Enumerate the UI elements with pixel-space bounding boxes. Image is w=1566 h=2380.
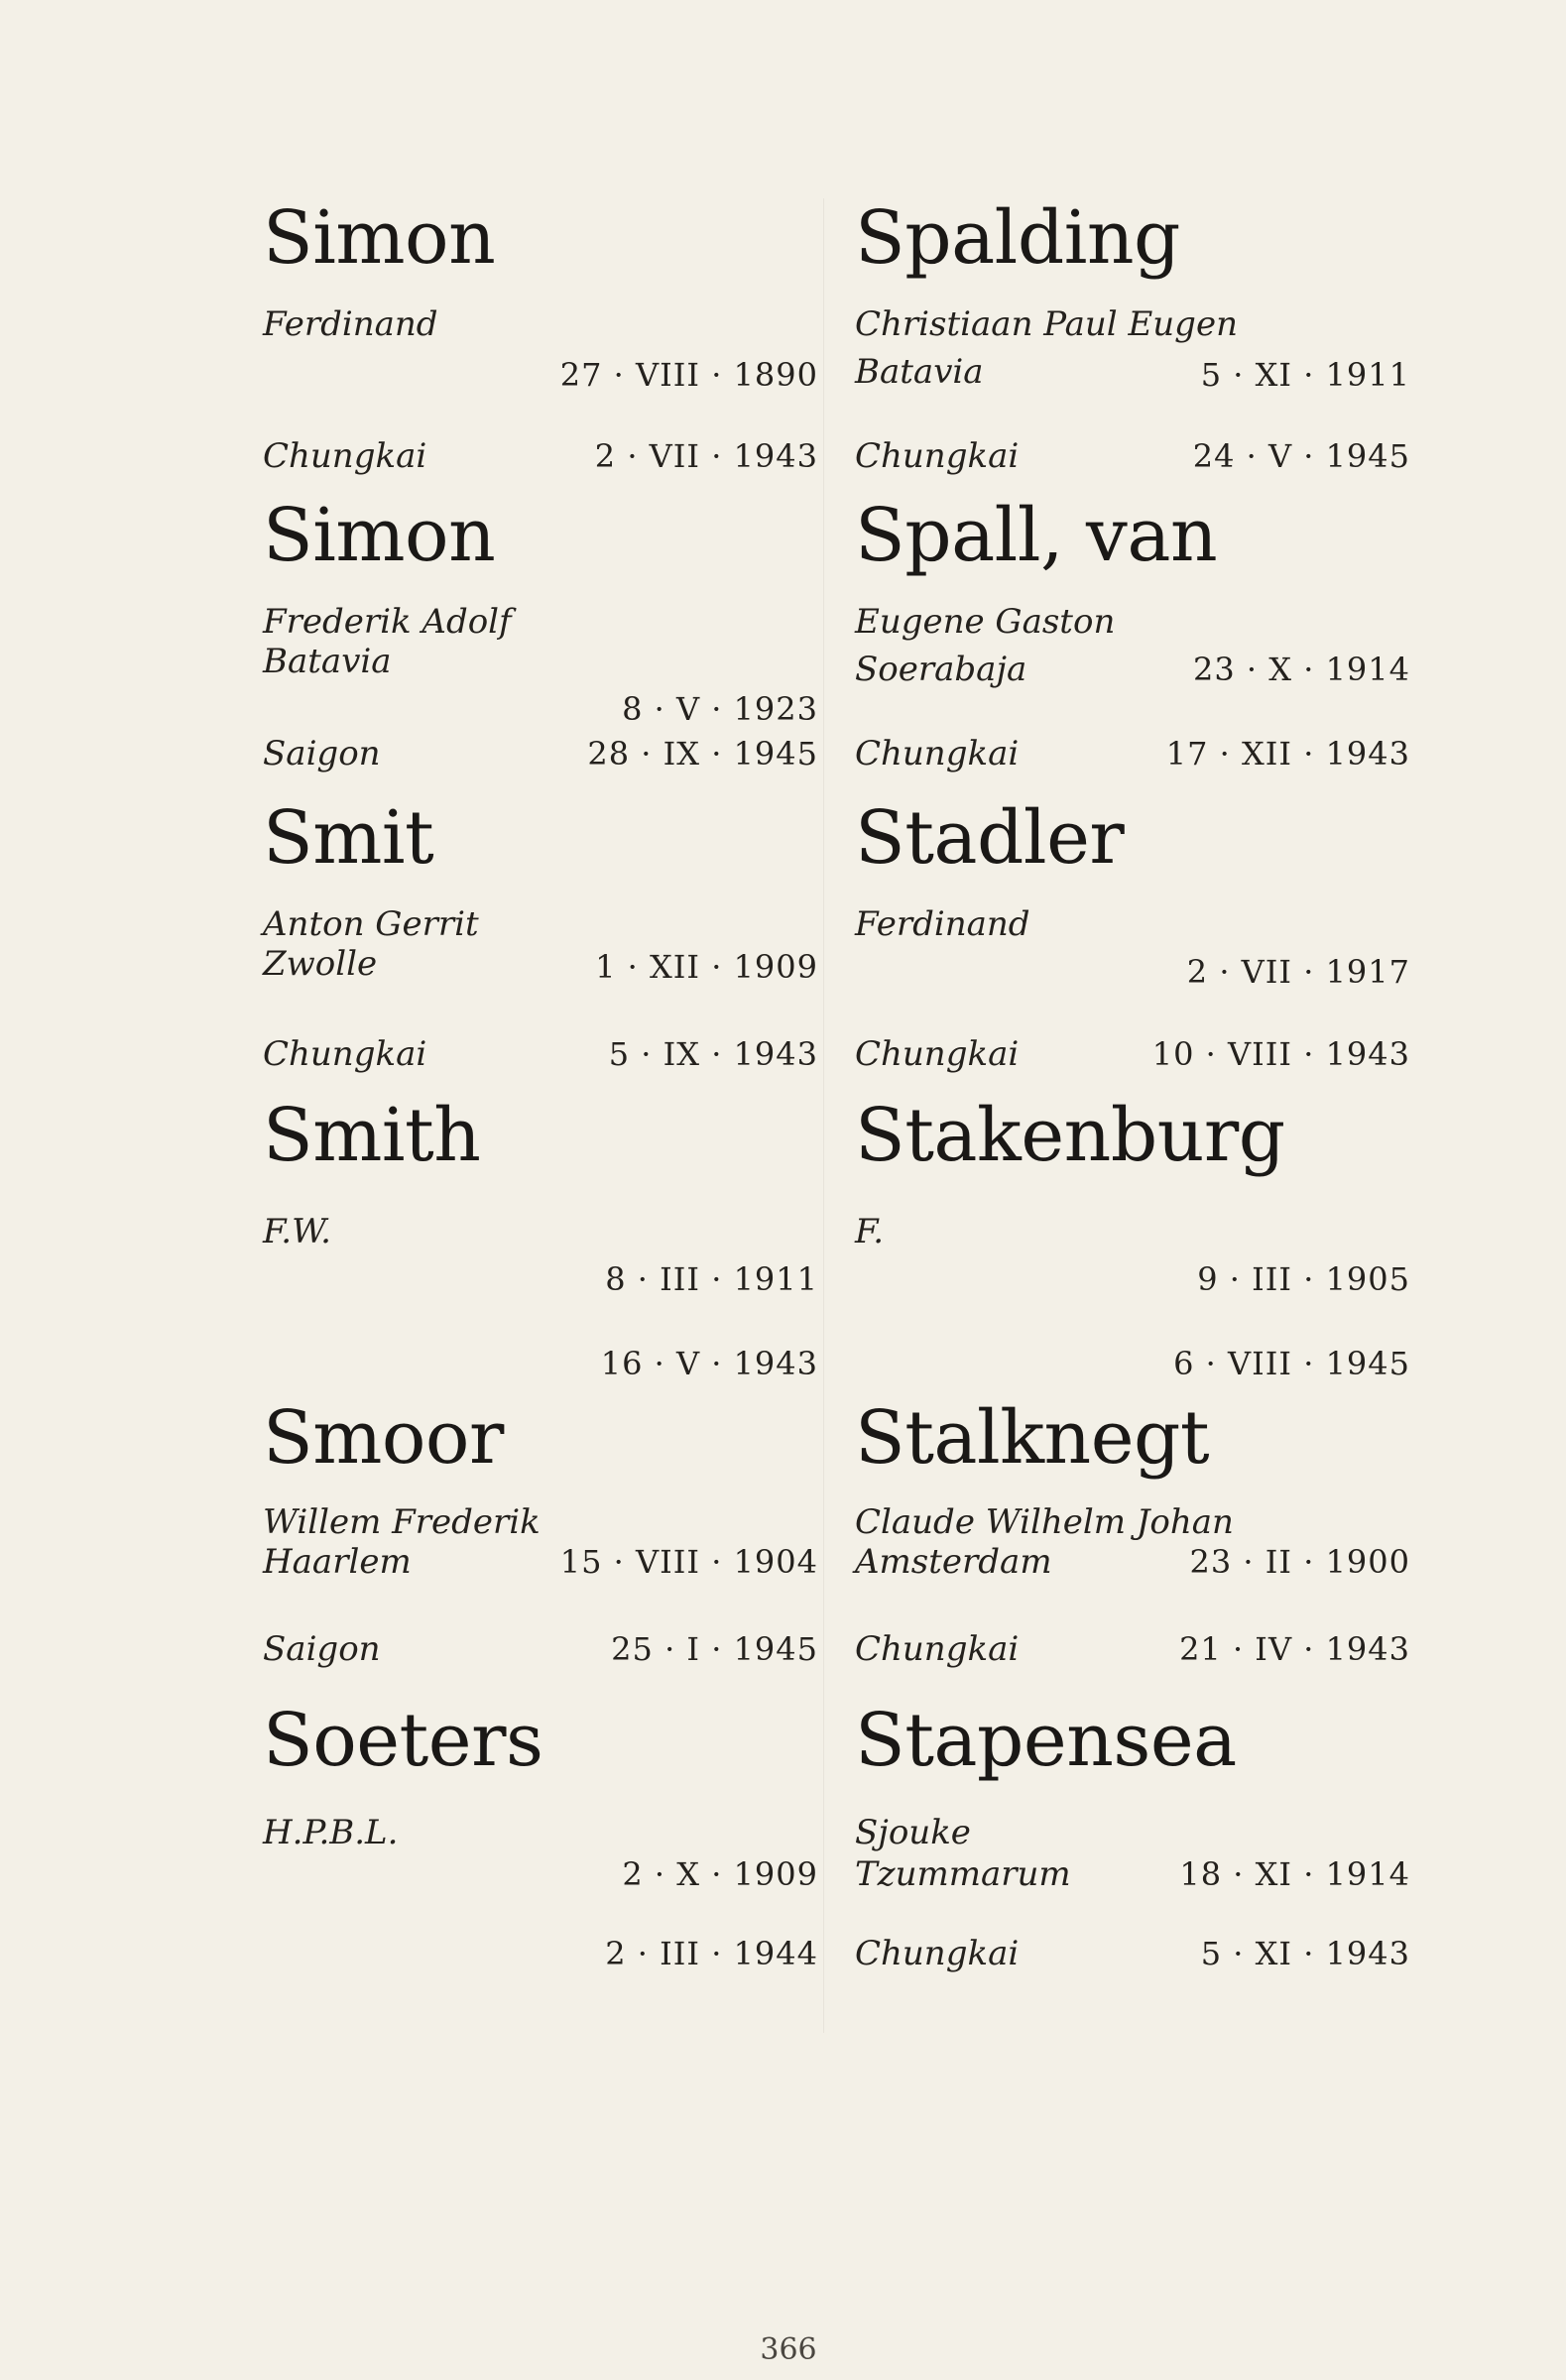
given-names: Ferdinand xyxy=(263,304,438,344)
death-date: 6 · VIII · 1945 xyxy=(1173,1345,1410,1382)
birth-place: Batavia xyxy=(855,352,984,392)
death-place: Saigon xyxy=(263,734,381,774)
surname: Soeters xyxy=(263,1698,543,1783)
surname: Simon xyxy=(263,493,496,578)
death-date: 24 · V · 1945 xyxy=(1192,437,1410,475)
entry-stalknegt xyxy=(855,1393,1410,1691)
birth-date: 5 · XI · 1911 xyxy=(1200,356,1410,394)
page-number: 366 xyxy=(760,2332,817,2367)
birth-date: 1 · XII · 1909 xyxy=(595,948,818,986)
surname: Simon xyxy=(263,195,496,281)
death-place: Chungkai xyxy=(855,1629,1020,1669)
death-date: 25 · I · 1945 xyxy=(611,1630,818,1668)
birth-date: 27 · VIII · 1890 xyxy=(559,356,818,394)
death-place: Chungkai xyxy=(263,1034,427,1074)
surname: Stadler xyxy=(855,795,1125,881)
entry-stadler xyxy=(855,793,1410,1091)
entry-simon-frederik xyxy=(263,491,818,788)
surname: Smit xyxy=(263,795,434,881)
birth-place: Zwolle xyxy=(263,944,378,984)
entry-spalding xyxy=(855,193,1410,491)
death-date: 10 · VIII · 1943 xyxy=(1151,1035,1410,1073)
surname: Spall, van xyxy=(855,493,1218,578)
given-names: Christiaan Paul Eugen xyxy=(855,304,1238,344)
birth-date: 23 · II · 1900 xyxy=(1189,1543,1410,1581)
entry-smith xyxy=(263,1091,818,1388)
death-date: 16 · V · 1943 xyxy=(600,1345,818,1382)
birth-date: 9 · III · 1905 xyxy=(1197,1260,1410,1298)
given-names: F. xyxy=(855,1212,885,1251)
death-date: 28 · IX · 1945 xyxy=(587,735,818,773)
birth-date: 8 · V · 1923 xyxy=(622,690,818,728)
birth-date: 18 · XI · 1914 xyxy=(1179,1855,1410,1893)
page-fold-line xyxy=(823,198,824,2033)
birth-place: Tzummarum xyxy=(855,1854,1071,1894)
given-names: Eugene Gaston xyxy=(855,602,1116,642)
given-names: Claude Wilhelm Johan xyxy=(855,1502,1234,1542)
surname: Spalding xyxy=(855,195,1180,281)
given-names: F.W. xyxy=(263,1212,331,1251)
entry-simon-ferdinand xyxy=(263,193,818,491)
entry-soeters xyxy=(263,1696,818,1993)
birth-date: 2 · X · 1909 xyxy=(622,1855,818,1893)
surname: Smoor xyxy=(263,1395,504,1481)
given-names: H.P.B.L. xyxy=(263,1813,399,1852)
death-date: 5 · XI · 1943 xyxy=(1200,1935,1410,1972)
entry-smoor xyxy=(263,1393,818,1691)
birth-date: 2 · VII · 1917 xyxy=(1186,953,1410,991)
birth-date: 23 · X · 1914 xyxy=(1193,651,1410,688)
birth-place: Amsterdam xyxy=(855,1542,1052,1582)
surname: Stapensea xyxy=(855,1698,1237,1783)
given-names: Willem Frederik xyxy=(263,1502,541,1542)
death-date: 17 · XII · 1943 xyxy=(1165,735,1410,773)
entry-spall-van xyxy=(855,491,1410,788)
given-names: Ferdinand xyxy=(855,904,1030,944)
death-date: 5 · IX · 1943 xyxy=(608,1035,818,1073)
death-date: 2 · VII · 1943 xyxy=(594,437,818,475)
entry-stapensea xyxy=(855,1696,1410,1993)
birth-place: Soerabaja xyxy=(855,650,1027,689)
given-names: Frederik Adolf xyxy=(263,602,512,642)
given-names: Anton Gerrit xyxy=(263,904,479,944)
surname: Stalknegt xyxy=(855,1395,1210,1481)
death-date: 21 · IV · 1943 xyxy=(1179,1630,1410,1668)
given-names: Sjouke xyxy=(855,1813,971,1852)
entry-stakenburg xyxy=(855,1091,1410,1388)
entry-smit xyxy=(263,793,818,1091)
death-date: 2 · III · 1944 xyxy=(605,1935,818,1972)
death-place: Saigon xyxy=(263,1629,381,1669)
surname: Smith xyxy=(263,1093,481,1178)
surname: Stakenburg xyxy=(855,1093,1285,1178)
birth-date: 8 · III · 1911 xyxy=(605,1260,818,1298)
death-place: Chungkai xyxy=(855,1034,1020,1074)
birth-place: Haarlem xyxy=(263,1542,412,1582)
death-place: Chungkai xyxy=(855,436,1020,476)
death-place: Chungkai xyxy=(263,436,427,476)
birth-date: 15 · VIII · 1904 xyxy=(559,1543,818,1581)
death-place: Chungkai xyxy=(855,734,1020,774)
birth-place: Batavia xyxy=(263,642,392,681)
death-place: Chungkai xyxy=(855,1934,1020,1973)
